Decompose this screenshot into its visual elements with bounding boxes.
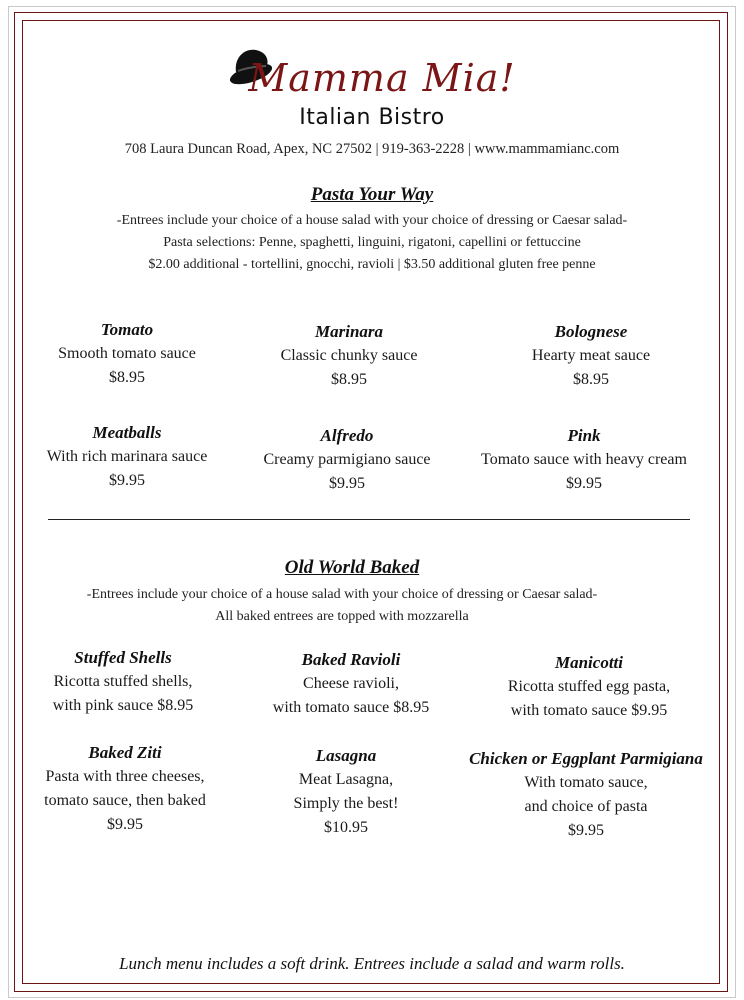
item-price: $9.95	[109, 472, 145, 489]
item-price: $8.95	[573, 371, 609, 388]
item-description: Classic chunky sauce	[280, 347, 418, 364]
item-description: Pasta with three cheeses,	[45, 768, 205, 785]
item-price: $9.95	[329, 475, 365, 492]
item-description: Creamy parmigiano sauce	[263, 451, 431, 468]
menu-item	[226, 744, 466, 840]
baked-note-mozzarella: All baked entrees are topped with mozzarella	[215, 609, 469, 624]
item-name: Baked Ziti	[88, 743, 162, 762]
address-line: 708 Laura Duncan Road, Apex, NC 27502 | 919-363-2228 | www.mammamianc.com	[124, 141, 620, 157]
lunch-footer-note: Lunch menu includes a soft drink. Entrees include a salad and warm rolls.	[119, 954, 625, 973]
section-title-baked: Old World Baked	[284, 557, 420, 578]
item-description: with tomato sauce $9.95	[510, 702, 668, 719]
item-price: $9.95	[566, 475, 602, 492]
menu-item	[469, 651, 709, 723]
item-name: Stuffed Shells	[74, 648, 172, 667]
item-description: Smooth tomato sauce	[58, 345, 196, 362]
menu-item	[231, 648, 471, 720]
section-title-pasta: Pasta Your Way	[310, 184, 434, 205]
item-price: $9.95	[107, 816, 143, 833]
item-name: Lasagna	[315, 746, 377, 765]
pasta-note-salad: -Entrees include your choice of a house salad with your choice of dressing or Caesar salad-	[116, 213, 628, 228]
item-name: Baked Ravioli	[301, 650, 401, 669]
menu-item	[458, 747, 714, 843]
item-name: Chicken or Eggplant Parmigiana	[469, 749, 703, 768]
outer-border	[14, 12, 728, 992]
item-price: $10.95	[324, 819, 368, 836]
item-description: tomato sauce, then baked	[44, 792, 206, 809]
item-name: Meatballs	[92, 423, 162, 442]
item-description: with tomato sauce $8.95	[272, 699, 430, 716]
menu-item	[3, 646, 243, 718]
menu-item	[5, 741, 245, 837]
item-description: Meat Lasagna,	[298, 771, 394, 788]
item-description: Cheese ravioli,	[303, 675, 399, 692]
item-name: Manicotti	[554, 653, 623, 672]
menu-item	[471, 320, 711, 392]
item-name: Marinara	[314, 322, 384, 341]
item-price: $8.95	[109, 369, 145, 386]
pasta-note-selections: Pasta selections: Penne, spaghetti, linguini, rigatoni, capellini or fettuccine	[163, 235, 581, 250]
item-description: With tomato sauce,	[524, 774, 648, 791]
menu-item	[7, 318, 247, 390]
item-description: Ricotta stuffed shells,	[53, 673, 193, 690]
item-description: Tomato sauce with heavy cream	[481, 451, 687, 468]
menu-item	[7, 421, 247, 493]
item-description: and choice of pasta	[524, 798, 648, 815]
section-divider	[48, 519, 690, 520]
menu-item	[468, 424, 700, 496]
item-price: $8.95	[331, 371, 367, 388]
item-name: Bolognese	[554, 322, 628, 341]
item-name: Alfredo	[320, 426, 374, 445]
item-description: Simply the best!	[293, 795, 399, 812]
item-description: With rich marinara sauce	[46, 448, 208, 465]
item-description: Hearty meat sauce	[531, 347, 651, 364]
restaurant-subtitle: Italian Bistro	[299, 105, 445, 130]
item-description: with pink sauce $8.95	[52, 697, 194, 714]
baked-note-salad: -Entrees include your choice of a house salad with your choice of dressing or Caesar salad-	[86, 587, 598, 602]
logo-text: Mamma Mia!	[248, 56, 516, 100]
pasta-note-additional: $2.00 additional - tortellini, gnocchi, ravioli | $3.50 additional gluten free penne	[148, 257, 596, 272]
item-price: $9.95	[568, 822, 604, 839]
item-name: Pink	[567, 426, 601, 445]
item-description: Ricotta stuffed egg pasta,	[507, 678, 671, 695]
menu-item	[229, 320, 469, 392]
item-name: Tomato	[100, 320, 154, 339]
menu-item	[227, 424, 467, 496]
